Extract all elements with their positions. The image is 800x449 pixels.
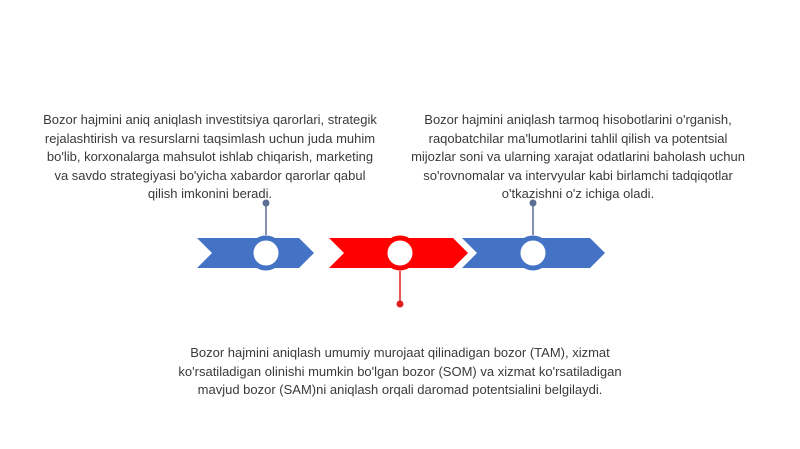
step-text-left: Bozor hajmini aniq aniqlash investitsiya qarorlari, strategik rejalashtirish va resurslarni taqsimlash uchun juda muhim bo'lib, korxonalarga mahsulot ishlab chiqarish, marketing va savdo strategiyasi bo'yicha xabardor qarorlar qabul qilish imkonini beradi.: [43, 112, 377, 201]
marker-ring-right: [518, 238, 548, 268]
marker-ring-center: [385, 238, 415, 268]
marker-ring-left: [251, 238, 281, 268]
connector-dot-center: [397, 301, 404, 308]
step-text-right: Bozor hajmini aniqlash tarmoq hisobotlarini o'rganish, raqobatchilar ma'lumotlarini tahlil qilish va potentsial mijozlar soni va ularning xarajat odatlarini baholash uchun so'rovnomalar va intervyular kabi birlamchi tadqiqotlar o'tkazishni o'z ichiga oladi.: [411, 112, 745, 201]
step-text-center: Bozor hajmini aniqlash umumiy murojaat qilinadigan bozor (TAM), xizmat ko'rsatiladigan olinishi mumkin bo'lgan bozor (SOM) va xizmat ko'rsatiladigan mavjud bozor (SAM)ni aniqlash orqali daromad potentsialini belgilaydi.: [178, 345, 622, 397]
